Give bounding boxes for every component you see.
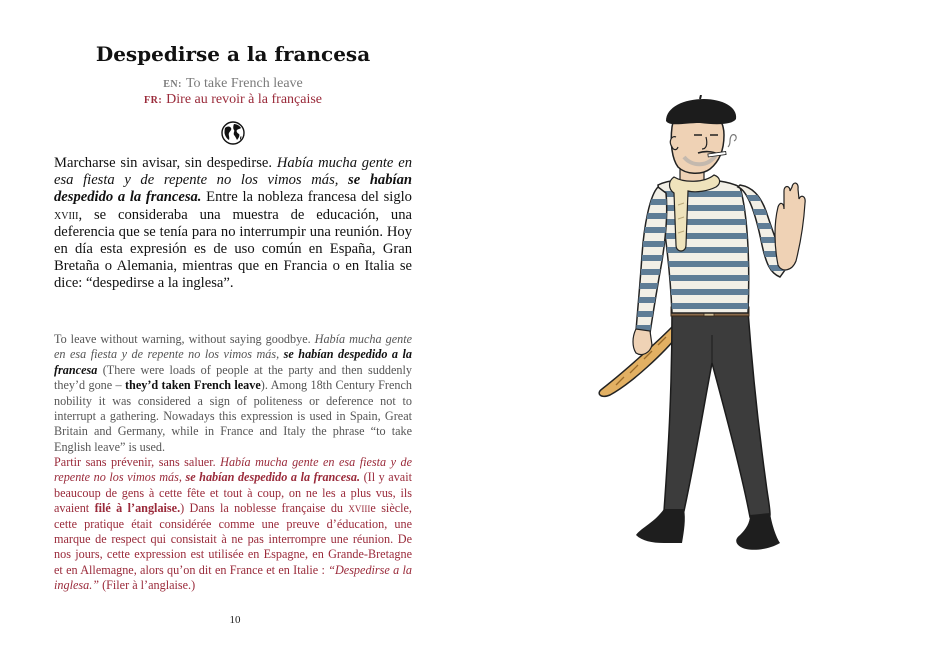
es-text-2: Entre la nobleza francesa del siglo	[201, 189, 412, 206]
en-translation-text: To take French leave	[185, 76, 303, 91]
page-number: 10	[229, 614, 241, 626]
fr-idiom-bold: filé à l’anglaise.	[94, 501, 181, 516]
fr-example-bold: se habían despedido a la francesa.	[185, 470, 361, 485]
fr-text-2: (Il y avait beaucoup de gens à cette fête et tout à coup, on ne les a plus vus, ils avaient	[54, 470, 412, 516]
trousers	[664, 311, 770, 517]
en-text-1: To leave without warning, without saying goodbye.	[54, 332, 315, 346]
raised-hand	[775, 183, 805, 270]
smoke	[728, 135, 736, 147]
fr-tag: FR:	[143, 95, 163, 106]
es-century: xviii	[54, 206, 79, 223]
beret	[666, 99, 736, 124]
fr-example-italic: Había mucha gente en esa fiesta y de repente no los vimos más,	[54, 455, 412, 485]
french-paragraph	[54, 455, 412, 594]
es-text-1: Marcharse sin avisar, sin despedirse.	[54, 155, 277, 171]
es-example-bold: se habían despedido a la francesa.	[54, 172, 412, 206]
es-example-italic: Había mucha gente en esa fiesta y de repente no los vimos más,	[54, 155, 412, 189]
english-paragraph	[54, 332, 412, 455]
fr-text-4: e siècle, cette pratique était considérée comme une preuve d’éducation, une marque de respect qui consistait à ne pas interrompre une réunion. De nos jours, cette expression est utilisée en Espagne, en Grande-Bretagne et en Allemagne, alors qu’on dit en France et en Italie :	[54, 501, 412, 577]
french-translation	[0, 92, 466, 108]
en-text-3: ). Among 18th Century French nobility it was considered a sign of politeness or deference not to interrupt a gathering. Nowadays this expression is used in Spain, Great Britain and Germany, while in France and Italy the phrase “to take English leave” is used.	[54, 378, 412, 454]
en-text-2: (There were loads of people at the party and then suddenly they’d gone –	[54, 362, 412, 393]
globe-icon	[221, 121, 245, 145]
right-shoe	[736, 513, 780, 550]
fr-text-5: (Filer à l’anglaise.)	[99, 578, 196, 593]
right-page	[470, 0, 940, 651]
frenchman-illustration	[580, 95, 820, 565]
en-example-bold: se habían despedido a la francesa	[54, 347, 413, 377]
en-idiom-bold: they’d taken French leave	[125, 378, 261, 393]
en-example-italic: Había mucha gente en esa fiesta y de repente no los vimos más,	[54, 332, 412, 362]
fr-translation-text: Dire au revoir à la française	[166, 92, 323, 107]
fr-text-3: ) Dans la noblesse française du	[180, 501, 349, 516]
en-tag: EN:	[163, 79, 182, 90]
fr-century: xviii	[348, 501, 371, 516]
fr-quote-italic: “Despedirse a la inglesa.”	[54, 562, 413, 593]
spanish-paragraph	[54, 155, 412, 293]
page-title: Despedirse a la francesa	[95, 42, 371, 66]
left-shoe	[636, 509, 685, 543]
fr-text-1: Partir sans prévenir, sans saluer.	[54, 455, 221, 469]
es-text-3: , se consideraba una muestra de educación, una deferencia que se tenía para no interrumpir una reunión. Hoy en día esta expresión es de uso común en España, Gran Bretaña o Alemania, mientras que en Francia o en Italia se dice: “despedirse a la inglesa”.	[54, 206, 412, 292]
english-translation	[0, 76, 466, 92]
